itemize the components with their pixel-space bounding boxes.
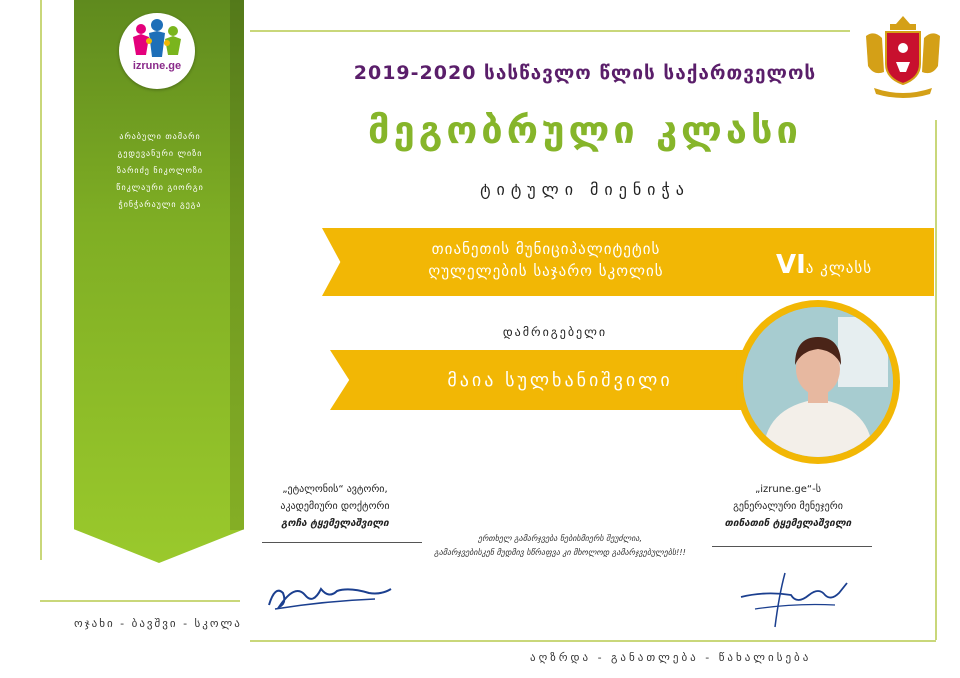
certificate-subtitle: ტიტული მიენიჭა — [480, 180, 690, 199]
family-icon — [119, 15, 195, 65]
school-line-2: ღულელების საჯარო სკოლის — [428, 262, 664, 280]
frame-line-bottom — [250, 640, 936, 642]
right-signature-line — [712, 546, 872, 547]
certificate-title: მეგობრული კლასი — [368, 108, 802, 152]
school-line-1: თიანეთის მუნიციპალიტეტის — [431, 240, 661, 258]
class-suffix: ა კლასს — [805, 259, 873, 277]
frame-line-right — [935, 120, 937, 640]
motto-line-1: ერთხელ გამარჯვება ნებისმიერს შეუძლია, — [478, 534, 642, 543]
left-signatory-title-2: აკადემიური დოქტორი — [280, 501, 390, 512]
coat-of-arms-icon — [860, 12, 946, 102]
frame-line-bottom-left — [40, 600, 240, 602]
student-name: ზარიძე ნიკოლოზი — [117, 166, 203, 175]
teacher-label: დამრიგებელი — [502, 325, 608, 339]
teacher-photo — [743, 307, 893, 457]
frame-line-top — [250, 30, 850, 32]
right-signatory — [688, 481, 888, 532]
class-label — [776, 250, 926, 280]
right-signatory-name: თინათინ ტყემელაშვილი — [724, 518, 852, 529]
right-signatory-title-2: გენერალური მენეჯერი — [733, 501, 843, 512]
year-heading: 2019-2020 სასწავლო წლის საქართველოს — [353, 62, 817, 84]
motto-note — [420, 532, 700, 560]
logo-text: izrune.ge — [132, 60, 182, 72]
student-name: არაბული თამარი — [119, 132, 201, 141]
left-signatory — [250, 481, 420, 532]
right-signatory-title-1: „izrune.ge“-ს — [755, 484, 821, 495]
teacher-name: მაია სულხანიშვილი — [447, 370, 673, 391]
teacher-portrait-icon — [743, 307, 893, 457]
school-name — [356, 238, 736, 282]
student-name: ჭინჭარაული გეგა — [118, 200, 202, 209]
right-signature-icon — [735, 565, 855, 635]
class-number: VI — [776, 250, 806, 280]
student-names-list — [86, 128, 234, 213]
left-signature-line — [262, 542, 422, 543]
izrune-logo — [119, 13, 195, 89]
left-signature-icon — [265, 575, 395, 615]
left-signatory-title-1: „ეტალონის“ ავტორი, — [282, 484, 388, 495]
student-name: წიკლაური გიორგი — [116, 183, 204, 192]
student-name: გედევანური ლიზი — [117, 149, 203, 158]
motto-line-2: გამარჯვებისკენ მუდმივ სწრაფვა კი მხოლოდ გამარჯვებულებს!!! — [434, 548, 686, 557]
left-signatory-name: გოჩა ტყემელაშვილი — [281, 518, 389, 529]
footer-right-slogan: აღზრდა - განათლება - წახალისება — [530, 651, 812, 664]
sidebar-fold-shadow — [230, 0, 244, 530]
footer-left-slogan: ოჯახი - ბავშვი - სკოლა — [74, 617, 242, 630]
frame-line-left — [40, 0, 42, 560]
